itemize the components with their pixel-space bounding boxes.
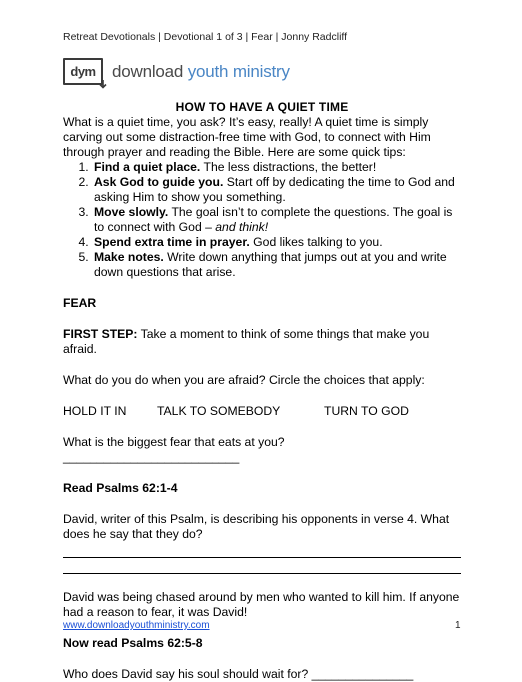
document-body bbox=[63, 100, 461, 682]
choice-options bbox=[63, 404, 461, 419]
list-item bbox=[92, 160, 461, 175]
intro-paragraph: What is a quiet time, you ask? It’s easy, really! A quiet time is simply carving out some distraction-free time with God, to connect with Him through prayer and reading the Bible. Here are some quick tips: bbox=[63, 115, 431, 159]
logo-wordmark bbox=[112, 62, 290, 82]
reading-heading-text: Now read Psalms 62:5-8 bbox=[63, 636, 203, 650]
list-item bbox=[92, 250, 461, 280]
tip-heading: Spend extra time in prayer. bbox=[94, 235, 250, 249]
context-note: David was being chased around by men who wanted to kill him. If anyone had a reason to fear, it was David! bbox=[63, 590, 460, 619]
tip-text: God likes talking to you. bbox=[249, 235, 383, 249]
first-step-label: FIRST STEP: bbox=[63, 327, 138, 341]
question-biggest-fear: What is the biggest fear that eats at you? __________________________ bbox=[63, 435, 285, 464]
section-heading-text: FEAR bbox=[63, 296, 97, 310]
tip-heading: Move slowly. bbox=[94, 205, 169, 219]
list-item bbox=[92, 205, 461, 235]
tip-heading: Ask God to guide you. bbox=[94, 175, 224, 189]
tips-list bbox=[63, 160, 461, 280]
answer-line[interactable] bbox=[63, 558, 461, 574]
choice-turn-to-god[interactable]: TURN TO GOD bbox=[324, 404, 409, 418]
list-item bbox=[92, 175, 461, 205]
footer-website-link[interactable]: www.downloadyouthministry.com bbox=[63, 620, 210, 631]
page-number: 1 bbox=[455, 620, 461, 631]
running-header: Retreat Devotionals | Devotional 1 of 3 | Fear | Jonny Radcliff bbox=[63, 31, 348, 43]
reading-heading bbox=[63, 636, 461, 651]
first-step bbox=[63, 327, 461, 357]
tip-emphasis: and think! bbox=[215, 220, 269, 234]
answer-line[interactable] bbox=[63, 542, 461, 558]
tip-text: The less distractions, the better! bbox=[200, 160, 377, 174]
list-item bbox=[92, 235, 461, 250]
tip-heading: Make notes. bbox=[94, 250, 164, 264]
choice-hold-it-in[interactable]: HOLD IT IN bbox=[63, 404, 127, 418]
question-opponents: David, writer of this Psalm, is describing his opponents in verse 4. What does he say that they do? bbox=[63, 512, 450, 541]
tip-text: Start off by dedicating the time to God and asking Him to show you something. bbox=[94, 175, 455, 204]
question-soul-wait: Who does David say his soul should wait for? _______________ bbox=[63, 667, 414, 681]
download-arrow-icon bbox=[98, 80, 108, 90]
question-afraid: What do you do when you are afraid? Circle the choices that apply: bbox=[63, 373, 425, 387]
page-title: HOW TO HAVE A QUIET TIME bbox=[175, 100, 349, 114]
logo bbox=[63, 58, 290, 85]
reading-heading bbox=[63, 481, 461, 496]
reading-heading-text: Read Psalms 62:1-4 bbox=[63, 481, 178, 495]
logo-mark-text: dym bbox=[70, 64, 96, 79]
section-heading bbox=[63, 296, 461, 311]
logo-word-ministry: ministry bbox=[232, 61, 290, 81]
tip-text: The goal isn’t to complete the questions. The goal is to connect with God – bbox=[94, 205, 453, 234]
logo-mark bbox=[63, 58, 103, 85]
logo-word-download: download bbox=[112, 61, 184, 81]
tip-text: Write down anything that jumps out at you and write down questions that arise. bbox=[94, 250, 447, 279]
first-step-text: Take a moment to think of some things that make you afraid. bbox=[63, 327, 430, 356]
tip-heading: Find a quiet place. bbox=[94, 160, 201, 174]
logo-word-youth: youth bbox=[187, 61, 229, 81]
choice-talk-to-somebody[interactable]: TALK TO SOMEBODY bbox=[157, 404, 281, 418]
